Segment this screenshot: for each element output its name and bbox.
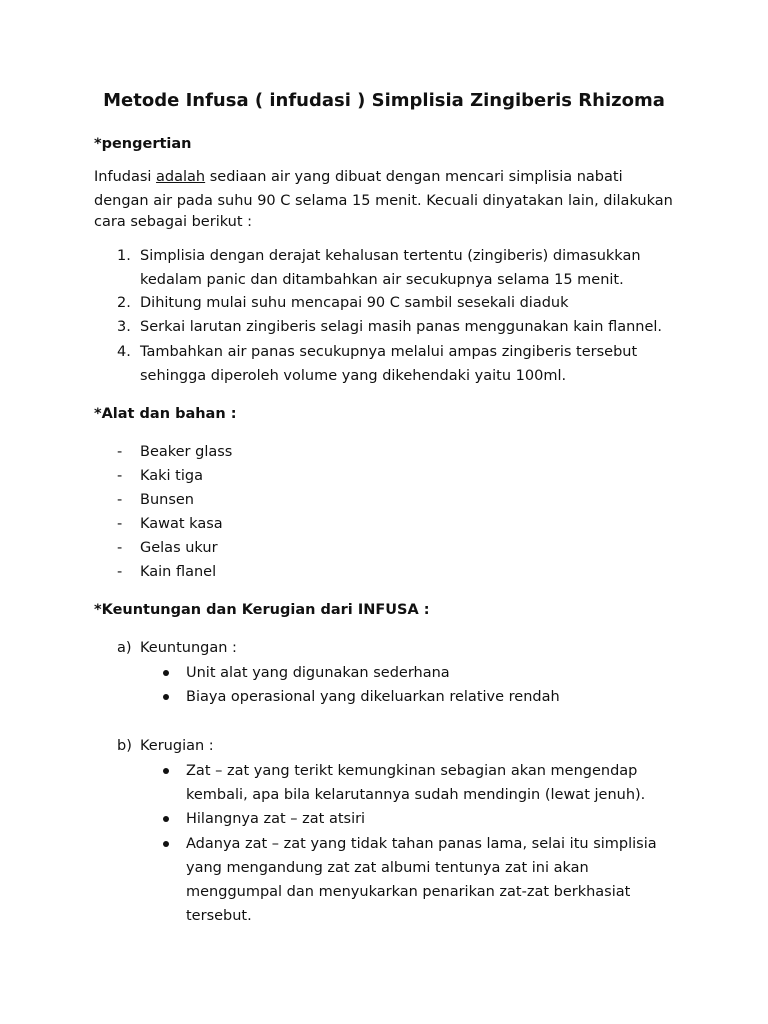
kerugian-item: yang mengandung zat zat albumi tentunya zat ini akan	[186, 860, 589, 876]
dash-marker: -	[117, 492, 123, 508]
pengertian-text: sediaan air yang dibuat dengan mencari simplisia nabati	[205, 169, 623, 185]
step-number: 2.	[117, 295, 131, 311]
step-text: Simplisia dengan derajat kehalusan tertentu (zingiberis) dimasukkan	[140, 248, 641, 264]
alat-item: Bunsen	[140, 492, 194, 508]
alat-item: Kaki tiga	[140, 468, 203, 484]
kerugian-item: kembali, apa bila kelarutannya sudah mendingin (lewat jenuh).	[186, 787, 646, 803]
step-text: Serkai larutan zingiberis selagi masih panas menggunakan kain flannel.	[140, 319, 663, 335]
bullet-dot-icon	[163, 768, 169, 774]
heading-keuntungan-kerugian: *Keuntungan dan Kerugian dari INFUSA :	[94, 602, 430, 618]
keuntungan-item: Unit alat yang digunakan sederhana	[186, 665, 450, 681]
kerugian-item: Adanya zat – zat yang tidak tahan panas lama, selai itu simplisia	[186, 836, 657, 852]
bullet-dot-icon	[163, 816, 169, 822]
dash-marker: -	[117, 468, 123, 484]
sub-list-marker: b)	[117, 738, 132, 754]
pengertian-paragraph-line-1	[94, 165, 623, 189]
alat-item: Kawat kasa	[140, 516, 223, 532]
kerugian-item: menggumpal dan menyukarkan penarikan zat-zat berkhasiat	[186, 884, 631, 900]
keuntungan-item: Biaya operasional yang dikeluarkan relative rendah	[186, 689, 560, 705]
underlined-word: adalah	[156, 169, 206, 185]
alat-item: Beaker glass	[140, 444, 233, 460]
kerugian-item: tersebut.	[186, 908, 252, 924]
sub-list-marker: a)	[117, 640, 132, 656]
step-text: Dihitung mulai suhu mencapai 90 C sambil sesekali diaduk	[140, 295, 569, 311]
bullet-dot-icon	[163, 694, 169, 700]
step-number: 1.	[117, 248, 131, 264]
step-number: 4.	[117, 344, 131, 360]
kerugian-item: Hilangnya zat – zat atsiri	[186, 811, 366, 827]
document-title: Metode Infusa ( infudasi ) Simplisia Zingiberis Rhizoma	[103, 90, 665, 111]
bullet-dot-icon	[163, 670, 169, 676]
pengertian-paragraph-line-3: cara sebagai berikut :	[94, 214, 253, 230]
dash-marker: -	[117, 444, 123, 460]
dash-marker: -	[117, 540, 123, 556]
kerugian-item: Zat – zat yang terikt kemungkinan sebagian akan mengendap	[186, 763, 638, 779]
alat-item: Kain flanel	[140, 564, 217, 580]
bullet-dot-icon	[163, 841, 169, 847]
pengertian-text: Infudasi	[94, 169, 157, 185]
keuntungan-label: Keuntungan :	[140, 640, 237, 656]
heading-alat-dan-bahan: *Alat dan bahan :	[94, 406, 237, 422]
step-text: kedalam panic dan ditambahkan air secukupnya selama 15 menit.	[140, 272, 624, 288]
step-number: 3.	[117, 319, 131, 335]
step-text: sehingga diperoleh volume yang dikehendaki yaitu 100ml.	[140, 368, 567, 384]
alat-item: Gelas ukur	[140, 540, 218, 556]
dash-marker: -	[117, 564, 123, 580]
pengertian-paragraph-line-2: dengan air pada suhu 90 C selama 15 menit. Kecuali dinyatakan lain, dilakukan	[94, 193, 673, 209]
dash-marker: -	[117, 516, 123, 532]
step-text: Tambahkan air panas secukupnya melalui ampas zingiberis tersebut	[140, 344, 638, 360]
heading-pengertian: *pengertian	[94, 136, 192, 152]
kerugian-label: Kerugian :	[140, 738, 214, 754]
